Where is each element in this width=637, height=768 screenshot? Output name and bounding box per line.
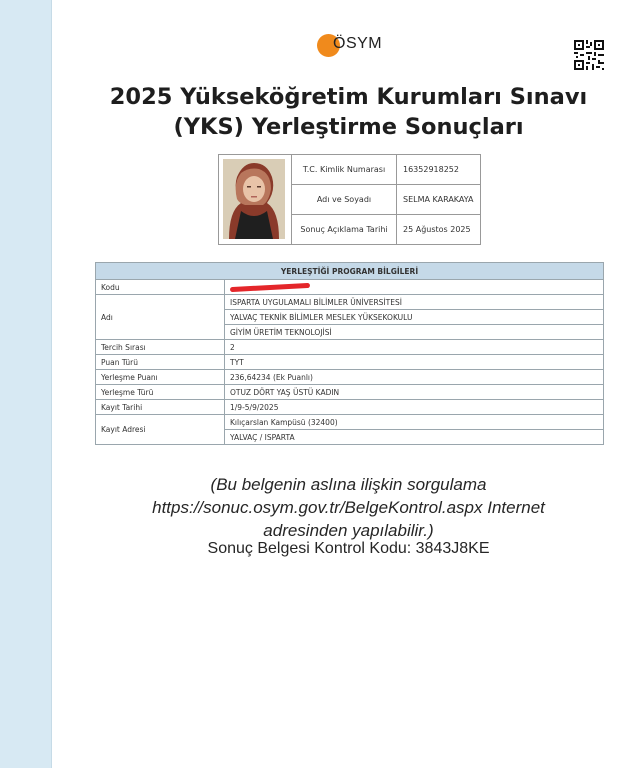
table-row <box>96 340 604 355</box>
qr-code-icon <box>574 40 604 70</box>
osym-logo <box>313 36 393 66</box>
redaction-mark <box>230 283 310 292</box>
table-row <box>96 400 604 415</box>
title-line-1: 2025 Yükseköğretim Kurumları Sınavı <box>109 84 588 110</box>
row-label: Yerleşme Puanı <box>96 370 225 385</box>
applicant-photo <box>223 159 285 239</box>
page-title <box>60 82 637 142</box>
row-value: Kılıçarslan Kampüsü (32400) <box>225 415 604 430</box>
row-label: Tercih Sırası <box>96 340 225 355</box>
row-value: YALVAÇ / ISPARTA <box>225 430 604 445</box>
table-row <box>96 355 604 370</box>
row-value <box>225 280 604 295</box>
table-row <box>96 385 604 400</box>
identity-value: SELMA KARAKAYA <box>397 185 481 215</box>
left-side-strip <box>0 0 52 768</box>
note-line-2: https://sonuc.osym.gov.tr/BelgeKontrol.aspx Internet <box>152 498 545 517</box>
row-value: OTUZ DÖRT YAŞ ÜSTÜ KADIN <box>225 385 604 400</box>
row-value: ISPARTA UYGULAMALI BİLİMLER ÜNİVERSİTESİ <box>225 295 604 310</box>
row-label: Kayıt Adresi <box>96 415 225 445</box>
table-row <box>96 370 604 385</box>
control-code: Sonuç Belgesi Kontrol Kodu: 3843J8KE <box>207 540 490 557</box>
table-row <box>96 280 604 295</box>
logo-text: ÖSYM <box>333 35 383 52</box>
row-value: 236,64234 (Ek Puanlı) <box>225 370 604 385</box>
program-info-table <box>95 262 604 445</box>
photo-cell <box>219 155 292 245</box>
table-row <box>96 295 604 310</box>
note-line-1: (Bu belgenin aslına ilişkin sorgulama <box>210 475 487 494</box>
program-table-header: YERLEŞTİĞİ PROGRAM BİLGİLERİ <box>96 263 604 280</box>
row-label: Kayıt Tarihi <box>96 400 225 415</box>
identity-label: Sonuç Açıklama Tarihi <box>292 215 397 245</box>
row-label: Puan Türü <box>96 355 225 370</box>
row-value: 1/9-5/9/2025 <box>225 400 604 415</box>
row-value: YALVAÇ TEKNİK BİLİMLER MESLEK YÜKSEKOKULU <box>225 310 604 325</box>
row-value: GİYİM ÜRETİM TEKNOLOJİSİ <box>225 325 604 340</box>
title-line-2: (YKS) Yerleştirme Sonuçları <box>173 114 524 140</box>
identity-label: Adı ve Soyadı <box>292 185 397 215</box>
note-line-3: adresinden yapılabilir.) <box>263 521 434 540</box>
identity-value: 25 Ağustos 2025 <box>397 215 481 245</box>
verification-note <box>96 473 601 542</box>
identity-value: 16352918252 <box>397 155 481 185</box>
identity-row <box>219 155 481 185</box>
row-label: Yerleşme Türü <box>96 385 225 400</box>
row-label: Kodu <box>96 280 225 295</box>
row-label: Adı <box>96 295 225 340</box>
identity-label: T.C. Kimlik Numarası <box>292 155 397 185</box>
table-row <box>96 415 604 430</box>
identity-table <box>218 154 481 245</box>
row-value: TYT <box>225 355 604 370</box>
row-value: 2 <box>225 340 604 355</box>
